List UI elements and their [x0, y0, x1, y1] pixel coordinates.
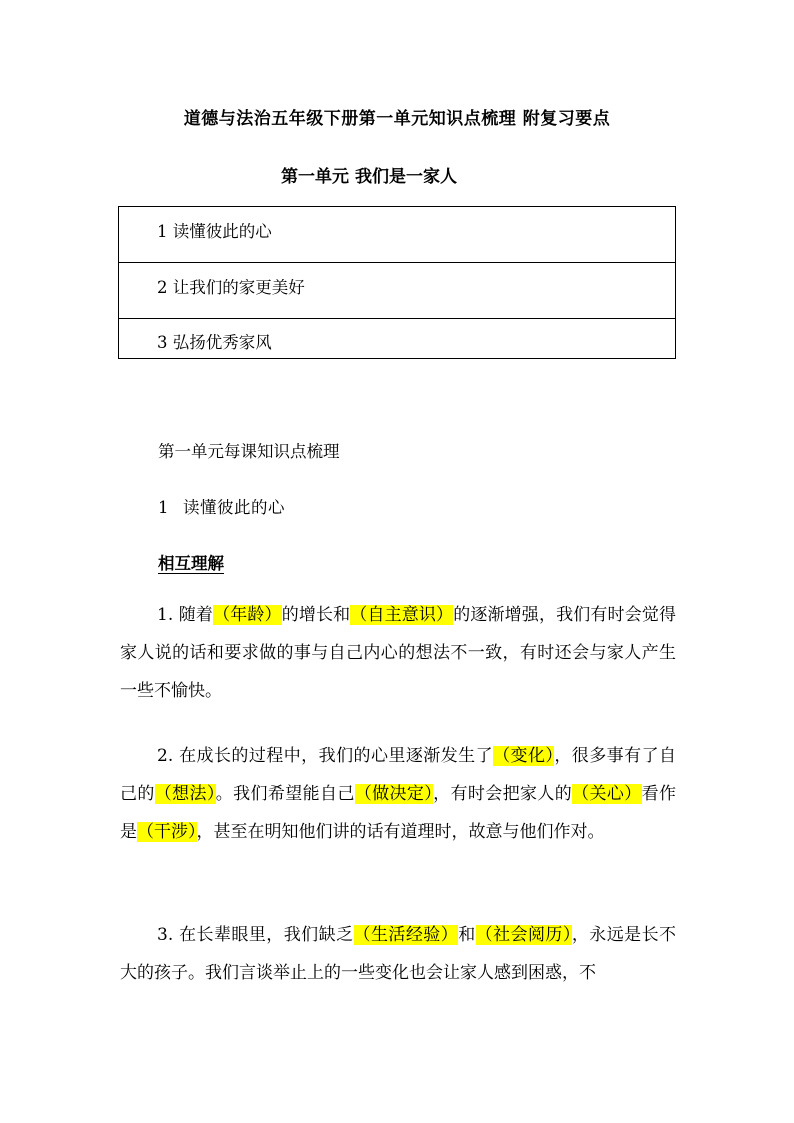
lesson-table-row: 2 让我们的家更美好 — [119, 262, 675, 318]
highlighted-term: （变化） — [493, 746, 555, 766]
paragraph-text: 1. 随着 — [157, 605, 214, 625]
paragraph-text: ，甚至在明知他们讲的话有道理时，故意与他们作对。 — [196, 822, 605, 842]
paragraph-text: ，有时会把家人的 — [433, 784, 573, 804]
paragraph-1 — [120, 596, 676, 710]
highlighted-term: （自主意识） — [350, 605, 454, 625]
highlighted-term: （干涉） — [137, 822, 197, 842]
paragraph-text: 看作是 — [120, 784, 676, 842]
highlighted-term: （关心） — [572, 784, 642, 804]
highlighted-term: （生活经验） — [353, 925, 459, 945]
highlighted-term: （想法） — [154, 784, 216, 804]
lesson-table-row: 1 读懂彼此的心 — [157, 222, 272, 241]
section-heading: 第一单元每课知识点梳理 — [158, 442, 340, 461]
paragraph-3 — [120, 916, 676, 992]
paragraph-text: 的增长和 — [281, 605, 351, 625]
lesson-title: 读懂彼此的心 — [183, 498, 285, 517]
lesson-table — [118, 206, 676, 359]
paragraph-text: 。我们希望能自己 — [215, 784, 355, 804]
unit-title: 第一单元 我们是一家人 — [281, 167, 457, 187]
paragraph-text: 和 — [458, 925, 476, 945]
document-title: 道德与法治五年级下册第一单元知识点梳理 附复习要点 — [183, 109, 611, 129]
sub-heading: 相互理解 — [158, 554, 224, 573]
lesson-heading — [158, 494, 285, 518]
paragraph-text: 的逐渐增强，我们有时会觉得家人说的话和要求做的事与自己内心的想法不一致，有时还会与家人产生一些不愉快。 — [120, 605, 677, 701]
paragraph-text: 3. 在长辈眼里，我们缺乏 — [157, 925, 354, 945]
highlighted-term: （做决定） — [354, 784, 434, 804]
lesson-table-row: 3 弘扬优秀家风 — [119, 318, 675, 358]
paragraph-text: 2. 在成长的过程中，我们的心里逐渐发生了 — [157, 746, 494, 766]
highlighted-term: （年龄） — [213, 605, 282, 625]
paragraph-text: ，很多事有了自己的 — [120, 746, 677, 804]
highlighted-term: （社会阅历） — [475, 925, 572, 945]
paragraph-text: ，永远是长不大的孩子。我们言谈举止上的一些变化也会让家人感到困惑，不 — [120, 925, 677, 983]
lesson-number: 1 — [158, 498, 169, 517]
paragraph-2 — [120, 737, 676, 851]
